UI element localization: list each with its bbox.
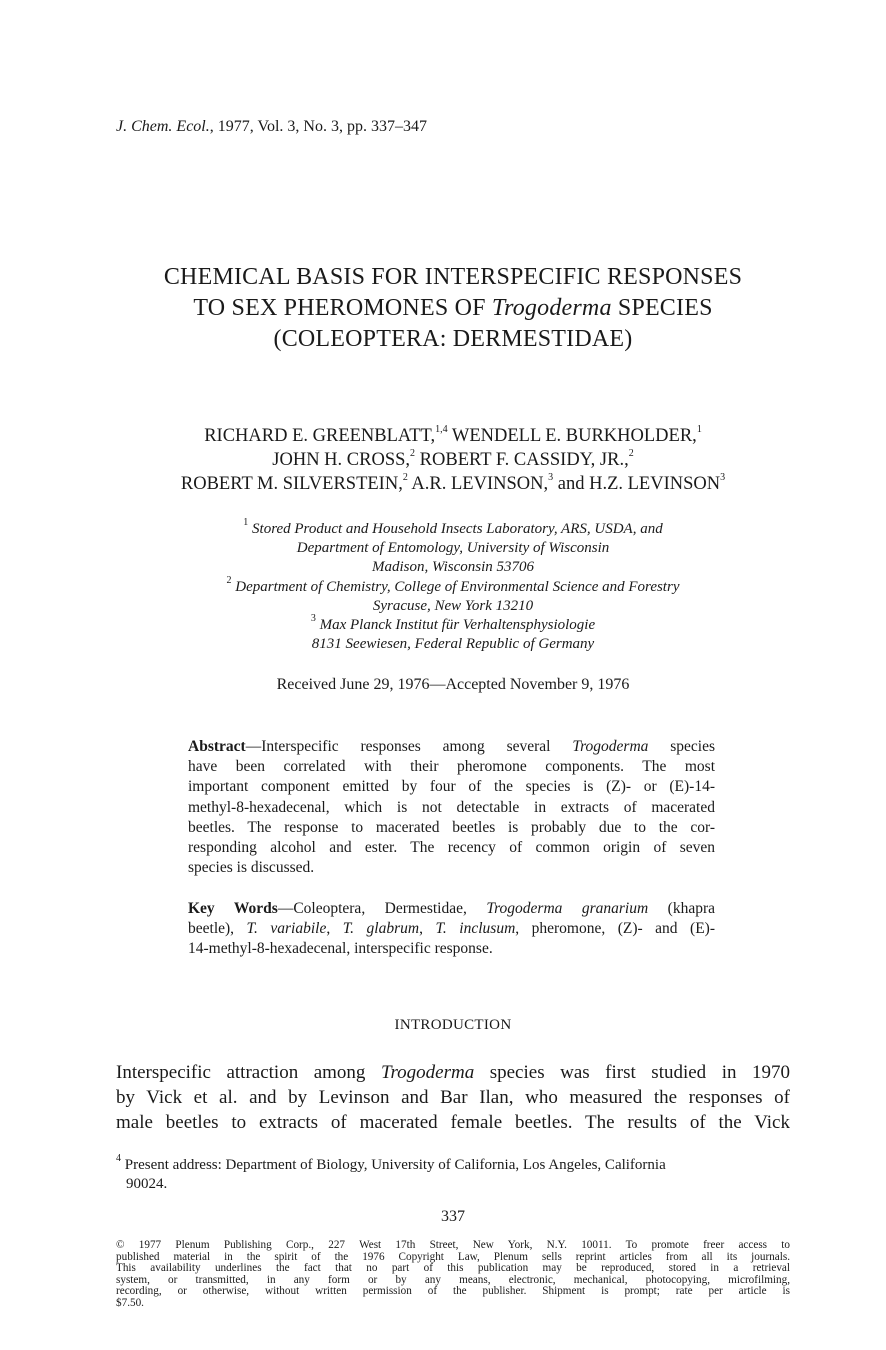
abstract: [188, 737, 715, 878]
authors-line-1: RICHARD E. GREENBLATT,$^{1,4}$ WENDELL E. BURKHOLDER,$^1$: [204, 423, 702, 446]
journal-name: J. Chem. Ecol.: [116, 118, 210, 135]
affiliation-1-line-1: $^1$ Stored Product and Household Insects Laboratory, ARS, USDA, and: [243, 517, 663, 537]
body-line: by Vick et al. and by Levinson and Bar Ilan, who measured the responses of: [116, 1087, 790, 1108]
abstract-line: responding alcohol and ester. The recency of common origin of seven: [188, 838, 715, 856]
copyright-line: published material in the spirit of the 1976 Copyright Law, Plenum sells reprint articles from all its journals.: [116, 1250, 790, 1263]
citation-details: , 1977, Vol. 3, No. 3, pp. 337–347: [209, 118, 427, 135]
author-burkholder: WENDELL E. BURKHOLDER,: [447, 426, 697, 446]
footnote-line-2: 90024.: [126, 1176, 168, 1192]
abstract-line: Abstract—Interspecific responses among several Trogoderma species: [188, 738, 715, 755]
key-words: [188, 899, 715, 960]
affiliation-1-line-3: Madison, Wisconsin 53706: [371, 559, 535, 576]
footnote: [116, 1153, 790, 1194]
section-heading-introduction: INTRODUCTION: [394, 1017, 512, 1033]
title-line-2: TO SEX PHEROMONES OF Trogoderma SPECIES: [193, 295, 713, 321]
keywords-line: 14-methyl-8-hexadecenal, interspecific response.: [188, 940, 493, 958]
page-number: 337: [441, 1208, 465, 1225]
abstract-line: species is discussed.: [188, 859, 315, 877]
copyright-line: This availability underlines the fact that no part of this publication may be reproduced, stored in a retrieval: [116, 1262, 790, 1274]
footnote-line-1: $^4$ Present address: Department of Biology, University of California, Los Angeles, California: [116, 1153, 666, 1173]
journal-citation: [116, 118, 427, 136]
authors-line-3: ROBERT M. SILVERSTEIN,$^2$ A.R. LEVINSON,$^3$ and H.Z. LEVINSON$^3$: [180, 471, 726, 494]
copyright-line: $7.50.: [116, 1296, 144, 1309]
affiliation-2-line-1: $^2$ Department of Chemistry, College of Environmental Science and Forestry: [226, 574, 680, 595]
introduction-body: [116, 1060, 790, 1135]
abstract-label: Abstract: [188, 738, 246, 755]
author-greenblatt: RICHARD E. GREENBLATT,: [204, 426, 436, 446]
copyright-notice: [116, 1240, 790, 1309]
author-ar-levinson: A.R. LEVINSON,: [407, 474, 549, 494]
copyright-line: recording, or otherwise, without written permission of the publisher. Shipment is prompt; rate per article is: [116, 1285, 790, 1297]
affiliation-1-line-2: Department of Entomology, University of Wisconsin: [296, 540, 610, 557]
title-genus: Trogoderma: [491, 295, 612, 321]
copyright-line: © 1977 Plenum Publishing Corp., 227 West 17th Street, New York, N.Y. 10011. To promote freer access to: [116, 1239, 790, 1251]
abstract-line: have been correlated with their pheromone components. The most: [188, 758, 715, 776]
keywords-label: Key Words: [188, 900, 278, 917]
author-silverstein: ROBERT M. SILVERSTEIN,: [180, 474, 403, 494]
abstract-line: beetles. The response to macerated beetles is probably due to the cor-: [188, 818, 715, 836]
affiliations: [60, 517, 846, 654]
keywords-line: Key Words—Coleoptera, Dermestidae, Trogoderma granarium (khapra: [188, 900, 715, 917]
copyright-line: system, or transmitted, in any form or by any means, electronic, mechanical, photocopying, microfilming,: [116, 1273, 790, 1286]
affiliation-3-line-2: 8131 Seewiesen, Federal Republic of Germany: [311, 636, 595, 653]
abstract-line: important component emitted by four of the species is (Z)- or (E)-14-: [188, 778, 715, 796]
author-cross: JOHN H. CROSS,: [272, 450, 411, 470]
abstract-line: methyl-8-hexadecenal, which is not detectable in extracts of macerated: [188, 798, 715, 816]
affiliation-2-line-2: Syracuse, New York 13210: [372, 597, 534, 614]
title-line-3: (COLEOPTERA: DERMESTIDAE): [273, 326, 633, 352]
received-dates: Received June 29, 1976—Accepted November 9, 1976: [276, 676, 630, 693]
author-hz-levinson: and H.Z. LEVINSON: [553, 474, 721, 494]
author-cassidy: ROBERT F. CASSIDY, JR.,: [415, 450, 629, 470]
paper-title: [60, 262, 846, 355]
affiliation-3-line-1: $^3$ Max Planck Institut für Verhaltensphysiologie: [310, 613, 596, 634]
body-line: Interspecific attraction among Trogoderma species was first studied in 1970: [116, 1062, 790, 1083]
keywords-line: beetle), T. variabile, T. glabrum, T. inclusum, pheromone, (Z)- and (E)-: [188, 920, 715, 938]
authors-line-2: JOHN H. CROSS,$^2$ ROBERT F. CASSIDY, JR.,$^2$: [272, 447, 634, 470]
author-list: [60, 424, 846, 496]
title-line-1: CHEMICAL BASIS FOR INTERSPECIFIC RESPONSES: [163, 264, 743, 290]
body-line: male beetles to extracts of macerated female beetles. The results of the Vick: [116, 1112, 790, 1133]
